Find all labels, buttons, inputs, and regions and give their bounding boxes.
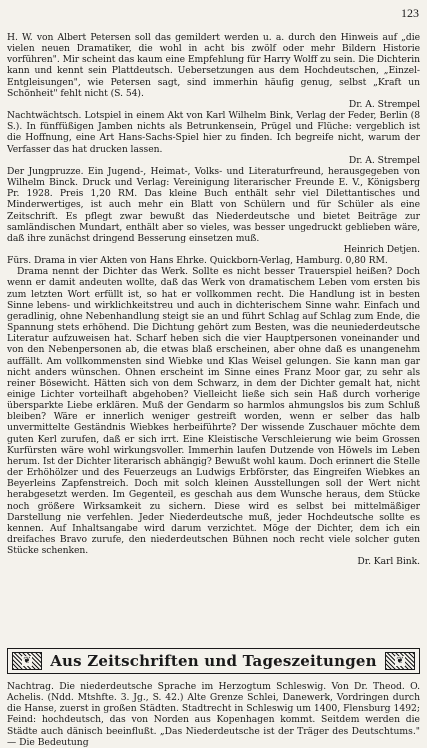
ornament-left-icon — [12, 652, 42, 670]
ornament-glyph: ❦ — [396, 656, 404, 666]
review-paragraph-2 — [7, 110, 420, 166]
page-number: 123 — [401, 6, 419, 20]
review-paragraph-4 — [7, 255, 420, 266]
review-signature: Heinrich Detjen. — [343, 243, 420, 255]
section-title: Aus Zeitschriften und Tageszeitungen — [50, 652, 377, 670]
review-text: Nachtwächtsch. Lotspiel in einem Akt von Karl Wilhelm Bink, Verlag der Feder, Berlin (8 S.). In fünffüßigen Jamben nichts als Betrunkensein, Prügel und Flüche: vergeblich ist die Hoffnung, eine Art Hans-Sachs-Spiel hier zu finden. Ich begreife nicht, warum der Verfasser das hat drucken lassen. — [7, 110, 420, 155]
ornament-glyph: ❦ — [23, 656, 31, 666]
review-text: Fürs. Drama in vier Akten von Hans Ehrke. Quickborn-Verlag, Hamburg. 0,80 RM. — [7, 255, 388, 267]
review-signature: Dr. Karl Bink. — [357, 556, 420, 568]
ornament-right-icon — [385, 652, 415, 670]
section-text — [7, 681, 420, 748]
nachtrag-paragraph: Nachtrag. Die niederdeutsche Sprache im Herzogtum Schleswig. Von Dr. Theod. O. Achelis. (Ndd. Mtshfte. 3. Jg., S. 42.) Alte Grenze Schlei, Danewerk, Vordringen durch die Hanse, zuerst in großen Städten. Stadtrecht in Schleswig um 1400, Flensburg 1492; Feind: hochdeutsch, das von Norden aus Kopenhagen kommt. Seitdem werden die Städte auch dänisch beeinflußt. „Das Niederdeutsche ist der Träger des Deutschtums." — Die Bedeutung — [7, 681, 420, 748]
review-signature: Dr. A. Strempel — [348, 154, 420, 166]
review-text: H. W. von Albert Petersen soll das gemildert werden u. a. durch den Hinweis auf „die vielen neuen Dramatiker, die wohl in acht bis zwölf oder mehr Bildern Historie vorführen". Mir scheint das kaum eine Empfehlung für Harry Wolff zu sein. Die Dichterin kann und kennt sein Plattdeutsch. Uebersetzungen aus dem Hochdeutschen, „Einzel-Entgleisungen", wie Petersen sagt, sind immerhin häufig genug, selbst „Kraft un Schönheit" fehlt nicht (S. 54). — [7, 32, 420, 99]
review-text: Drama nennt der Dichter das Werk. Sollte es nicht besser Trauerspiel heißen? Doch wenn er damit andeuten wollte, daß das Werk von dramatischem Leben vom ersten bis zum letzten Wort erfüllt ist, so hat er vollkommen recht. Die Handlung ist in besten Sinne lebens- und wirklichkeitstreu und auch in dichterischem Sinne wahr. Einfach und geradlinig, ohne Nebenhandlung steigt sie an und führt Schlag auf Schlag zum Ende, die Spannung stets erhöhend. Die Dichtung gehört zum Besten, was die neuniederdeutsche Literatur aufzuweisen hat. Scharf heben sich die vier Hauptpersonen voneinander und von den Nebenpersonen ab, die etwas blaß erscheinen, aber ohne daß es unangenehm auffällt. Am vollkommensten sind Wiebke und Klas Weisel gelungen. Sie kann man gar nicht anders wünschen. Ohnen erscheint im Sinne eines Franz Moor gar, zu sehr als reiner Bösewicht. Hätten sich von dem Schwarz, in dem der Dichter gemalt hat, nicht einige Lichter vorteilhaft abgehoben? Vielleicht ließe sich sein Haß durch vorherige übersparkte Liebe erklären. Muß der Gendarm so harmlos ahmungslos bis zum Schluß bleiben? Wäre er innerlich weniger gestreift worden, wenn er selber das halb unvermittelte Geständnis Wiebkes herbeiführte? Der wissende Zuschauer möchte dem guten Kerl zurufen, daß er sich irrt. Eine Kleistische Verschleierung wie beim Grossen Kurfürsten wäre wohl wirkungsvoller. Immerhin laufen Dutzende von Höwels im Leben herum. Ist der Dichter literarisch abhängig? Bewußt wohl kaum. Doch erinnert die Stelle der Erhöhölzer und des Feuerzeugs an Ludwigs Erbförster, das Eingreifen Wiebkes an Beyerleins Zapfenstreich. Doch mit solch kleinen Ausstellungen soll der Wert nicht herabgesetzt werden. Im Gegenteil, es geschah aus dem Wunsche heraus, dem Stücke noch größere Wirksamkeit zu sichern. Diese wird es selbst bei mittelmäßiger Darstellung nie verfehlen. Jeder Niederdeutsche muß, jeder Hochdeutsche sollte es kennen. Auf Inhaltsangabe wird darum verzichtet. Möge der Dichter, dem ich ein dreifaches Bravo zurufe, den niederdeutschen Bühnen noch recht viele solcher guten Stücke schenken. — [7, 266, 420, 557]
review-signature: Dr. A. Strempel — [348, 98, 420, 110]
review-paragraph-5 — [7, 266, 420, 567]
review-column — [7, 32, 420, 568]
section-banner — [7, 648, 420, 674]
review-paragraph-3 — [7, 166, 420, 255]
review-paragraph-1 — [7, 32, 420, 110]
review-text: Der Jungpruzze. Ein Jugend-, Heimat-, Volks- und Literaturfreund, herausgegeben von Wilhelm Binck. Druck und Verlag: Vereinigung literarischer Freunde E. V., Königsberg Pr. 1928. Preis 1,20 RM. Das kleine Buch enthält sehr viel Dilettantisches und Minderwertiges, ist auch mehr ein Blatt von Schülern und für Schüler als eine Zeitschrift. Es pflegt zwar bewußt das Niederdeutsche und bietet Beiträge zur samländischen Mundart, enthält aber so vieles, was besser ungedruckt geblieben wäre, daß ihre zunächst dringend Besserung einsetzen muß. — [7, 165, 420, 244]
